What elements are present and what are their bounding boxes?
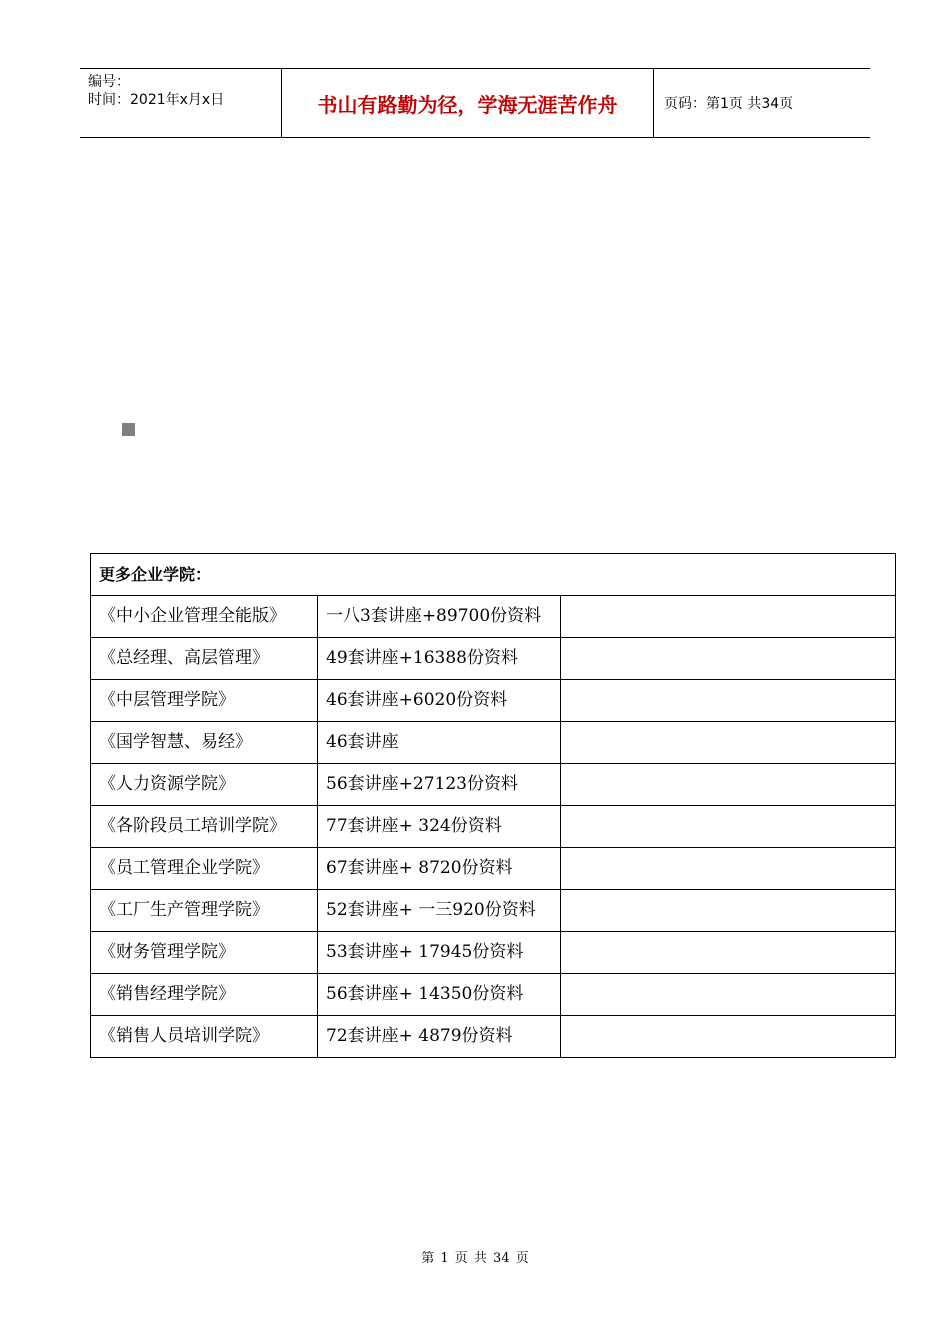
college-content: 46套讲座 [318,722,561,764]
empty-cell [561,680,896,722]
table-row [91,974,896,1016]
college-name: 《总经理、高层管理》 [91,638,318,680]
number-label: 编号： [88,74,130,90]
college-content: 77套讲座+ 324份资料 [318,806,561,848]
empty-cell [561,890,896,932]
header-meta-cell [80,69,281,137]
college-content: 53套讲座+ 17945份资料 [318,932,561,974]
college-name: 《各阶段员工培训学院》 [91,806,318,848]
table-row [91,680,896,722]
college-name: 《销售人员培训学院》 [91,1016,318,1058]
table-row [91,890,896,932]
time-label: 时间：2021年x月x日 [88,92,225,108]
empty-cell [561,932,896,974]
college-name: 《中小企业管理全能版》 [91,596,318,638]
empty-cell [561,722,896,764]
empty-cell [561,848,896,890]
table-row [91,764,896,806]
college-name: 《财务管理学院》 [91,932,318,974]
college-name: 《员工管理企业学院》 [91,848,318,890]
college-content: 67套讲座+ 8720份资料 [318,848,561,890]
empty-cell [561,638,896,680]
empty-cell [561,1016,896,1058]
college-table [90,553,896,1058]
college-content: 56套讲座+ 14350份资料 [318,974,561,1016]
motto: 书山有路勤为径，学海无涯苦作舟 [281,69,654,137]
college-content: 49套讲座+16388份资料 [318,638,561,680]
empty-cell [561,596,896,638]
college-name: 《国学智慧、易经》 [91,722,318,764]
table-row [91,596,896,638]
college-name: 《人力资源学院》 [91,764,318,806]
college-name: 《销售经理学院》 [91,974,318,1016]
college-content: 72套讲座+ 4879份资料 [318,1016,561,1058]
square-bullet-icon [122,423,135,436]
college-name: 《工厂生产管理学院》 [91,890,318,932]
college-content: 56套讲座+27123份资料 [318,764,561,806]
college-name: 《中层管理学院》 [91,680,318,722]
empty-cell [561,974,896,1016]
college-content: 46套讲座+6020份资料 [318,680,561,722]
college-content: 52套讲座+ 一三920份资料 [318,890,561,932]
table-row [91,848,896,890]
empty-cell [561,806,896,848]
college-content: 一八3套讲座+89700份资料 [318,596,561,638]
page-info: 页码：第1页 共34页 [664,96,794,112]
page-footer: 第 1 页 共 34 页 [421,1251,529,1266]
table-row [91,806,896,848]
table-row [91,1016,896,1058]
document-header [80,68,870,138]
table-row [91,722,896,764]
table-title-row [91,554,896,596]
empty-cell [561,764,896,806]
table-row [91,638,896,680]
table-title: 更多企业学院： [91,554,896,596]
table-row [91,932,896,974]
